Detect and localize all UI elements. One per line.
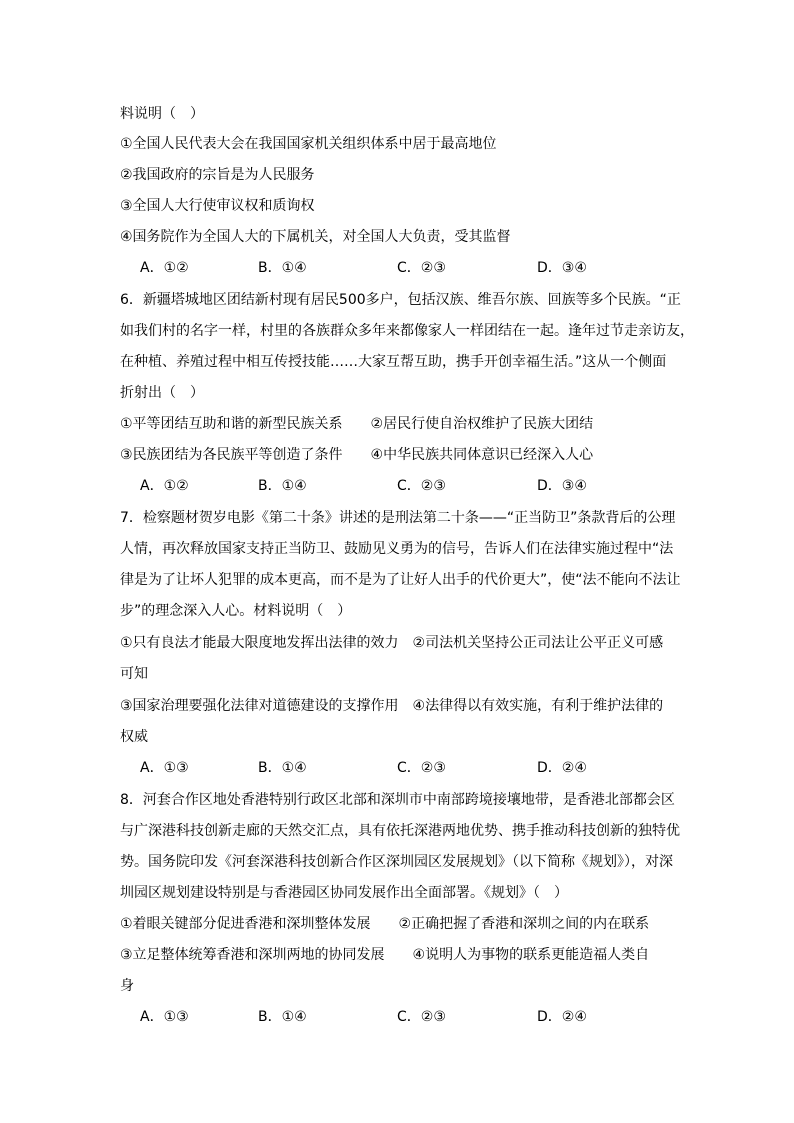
- q8-statement-line-3: 身: [120, 978, 134, 994]
- q7-statement-line-1: ①只有良法才能最大限度地发挥出法律的效力 ②司法机关坚持公正司法让公平正义可感: [120, 635, 664, 651]
- q8-option-c: C．②③: [397, 1009, 446, 1025]
- q5-statement-1: ①全国人民代表大会在我国国家机关组织体系中居于最高地位: [120, 136, 497, 152]
- q5-statement-4: ④国务院作为全国人大的下属机关，对全国人大负责，受其监督: [120, 229, 511, 245]
- q7-option-b: B．①④: [258, 760, 307, 776]
- q7-stem-line-1: 7．检察题材贺岁电影《第二十条》讲述的是刑法第二十条——“正当防卫”条款背后的公理: [120, 510, 676, 526]
- q7-statement-line-3: ③国家治理要强化法律对道德建设的支撑作用 ④法律得以有效实施，有利于维护法律的: [120, 698, 664, 714]
- q6-option-c: C．②③: [397, 478, 446, 494]
- q7-statement-line-4: 权威: [120, 729, 148, 745]
- q8-stem-line-1: 8．河套合作区地处香港特别行政区北部和深圳市中南部跨境接壤地带，是香港北部都会区: [120, 792, 675, 808]
- q6-stem-line-4: 折射出（ ）: [120, 385, 204, 401]
- q8-stem-line-4: 圳园区规划建设特别是与香港园区协同发展作出全面部署。《规划》（ ）: [120, 885, 568, 901]
- q7-option-a: A．①③: [140, 760, 189, 776]
- q6-stem-line-1: 6．新疆塔城地区团结新村现有居民500多户，包括汉族、维吾尔族、回族等多个民族。“正: [120, 292, 681, 308]
- q7-option-d: D．②④: [537, 760, 587, 776]
- q8-option-b: B．①④: [258, 1009, 307, 1025]
- q5-option-d: D．③④: [537, 260, 587, 276]
- q6-statement-line-1: ①平等团结互助和谐的新型民族关系 ②居民行使自治权维护了民族大团结: [120, 416, 594, 432]
- q6-option-b: B．①④: [258, 478, 307, 494]
- q7-stem-line-2: 人情，再次释放国家支持正当防卫、鼓励见义勇为的信号，告诉人们在法律实施过程中“法: [120, 541, 674, 557]
- q6-stem-line-3: 在种植、养殖过程中相互传授技能……大家互帮互助，携手开创幸福生活。”这从一个侧面: [120, 354, 667, 370]
- q8-stem-line-2: 与广深港科技创新走廊的天然交汇点，具有依托深港两地优势、携手推动科技创新的独特优: [120, 823, 680, 839]
- q7-option-c: C．②③: [397, 760, 446, 776]
- q5-option-c: C．②③: [397, 260, 446, 276]
- q8-option-a: A．①③: [140, 1009, 189, 1025]
- q5-statement-3: ③全国人大行使审议权和质询权: [120, 198, 315, 214]
- q8-statement-line-2: ③立足整体统筹香港和深圳两地的协同发展 ④说明人为事物的联系更能造福人类自: [120, 947, 650, 963]
- q8-statement-line-1: ①着眼关键部分促进香港和深圳整体发展 ②正确把握了香港和深圳之间的内在联系: [120, 916, 650, 932]
- q5-statement-2: ②我国政府的宗旨是为人民服务: [120, 167, 315, 183]
- q5-stem-tail: 料说明（ ）: [120, 106, 204, 122]
- q6-stem-line-2: 如我们村的名字一样，村里的各族群众多年来都像家人一样团结在一起。逢年过节走亲访友，: [120, 323, 694, 339]
- q7-stem-line-3: 律是为了让坏人犯罪的成本更高，而不是为了让好人出手的代价更大”，使“法不能向不法让: [120, 572, 681, 588]
- q6-option-d: D．③④: [537, 478, 587, 494]
- q7-statement-line-2: 可知: [120, 666, 148, 682]
- q7-stem-line-4: 步”的理念深入人心。材料说明（ ）: [120, 603, 352, 619]
- q6-option-a: A．①②: [140, 478, 189, 494]
- q8-option-d: D．②④: [537, 1009, 587, 1025]
- q6-statement-line-2: ③民族团结为各民族平等创造了条件 ④中华民族共同体意识已经深入人心: [120, 447, 594, 463]
- q5-option-a: A．①②: [140, 260, 189, 276]
- q8-stem-line-3: 势。国务院印发《河套深港科技创新合作区深圳园区发展规划》（以下简称《规划》），对深: [120, 854, 673, 870]
- q5-option-b: B．①④: [258, 260, 307, 276]
